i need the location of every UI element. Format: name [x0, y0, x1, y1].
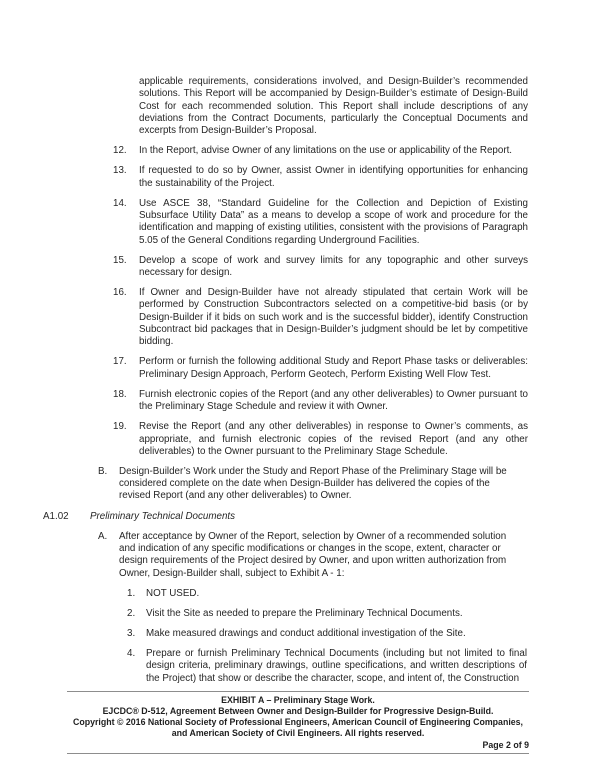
list-item-number: 12.: [113, 145, 127, 157]
list-item-17: [113, 356, 600, 381]
page-footer: [67, 691, 529, 754]
list-item-number: 16.: [113, 287, 127, 299]
section-b: [98, 466, 600, 503]
list-item-text: Develop a scope of work and survey limits for any topographic and other surveys necessary for design.: [139, 254, 528, 279]
list-item-19: [113, 421, 600, 458]
article-number: A1.02: [43, 510, 69, 522]
section-letter: A.: [98, 530, 108, 542]
list-item-12: [113, 145, 600, 157]
list-item-text: If Owner and Design-Builder have not already stipulated that certain Work will be performed by Construction Subcontractors selected on a competitive-bid basis (or by Design-Builder if it bids on such work and is the successful bidder), identify Construction Subcontract bid packages that in Design-Builder’s judgment should be let by competitive bidding.: [139, 287, 528, 348]
list-item-text: If requested to do so by Owner, assist Owner in identifying opportunities for enhancing the sustainability of the Project.: [139, 165, 528, 189]
footer-copyright-line-2: and American Society of Civil Engineers. All rights reserved.: [171, 728, 425, 738]
list-item-number: 18.: [113, 388, 127, 400]
sub-list-item-4: [127, 648, 600, 685]
sub-item-text: Prepare or furnish Preliminary Technical Documents (including but not limited to final design criteria, preliminary drawings, outline specifications, and written descriptions of the Project) that show or describe the character, scope, and intent of, the Construction: [146, 647, 527, 684]
list-item-number: 14.: [113, 197, 127, 209]
document-body: [0, 76, 600, 690]
sub-list-item-1: [127, 588, 600, 600]
article-heading-a1-02: [43, 511, 600, 523]
list-item-text: In the Report, advise Owner of any limitations on the use or applicability of the Report.: [139, 145, 513, 157]
sub-item-number: 2.: [127, 607, 136, 619]
sub-item-number: 1.: [127, 587, 136, 599]
sub-item-number: 4.: [127, 647, 136, 659]
section-letter: B.: [98, 465, 108, 477]
sub-item-text: Make measured drawings and conduct additional investigation of the Site.: [146, 627, 466, 639]
list-item-16: [113, 287, 600, 348]
sub-list-item-2: [127, 608, 600, 620]
list-item-14: [113, 198, 600, 247]
sub-item-text: Visit the Site as needed to prepare the Preliminary Technical Documents.: [146, 607, 463, 619]
list-item-text: Revise the Report (and any other deliverables) in response to Owner’s comments, as appropriate, and furnish electronic copies of the revised Report (and any other deliverables) to the Owner pursuant to the Preliminary Stage Schedule.: [139, 421, 528, 457]
list-item-number: 19.: [113, 421, 127, 433]
sub-item-number: 3.: [127, 627, 136, 639]
list-item-13: [113, 165, 600, 190]
sub-list-item-3: [127, 628, 600, 640]
page-number: Page 2 of 9: [67, 740, 529, 754]
article-title: Preliminary Technical Documents: [90, 510, 236, 522]
sub-item-text: NOT USED.: [146, 587, 200, 599]
footer-agreement-line: EJCDC® D-512, Agreement Between Owner and Design-Builder for Progressive Design-Build.: [102, 706, 494, 716]
list-item-18: [113, 389, 600, 414]
section-text: Design-Builder’s Work under the Study and Report Phase of the Preliminary Stage will be considered complete on the date when Design-Builder has delivered the copies of the revised Report (and any other deliverables) to Owner.: [119, 465, 507, 502]
list-item-number: 13.: [113, 165, 127, 177]
section-text: After acceptance by Owner of the Report, selection by Owner of a recommended solution and indication of any specific modifications or changes in the scope, extent, character or design requirements of the Project desired by Owner, and upon written authorization from Owner, Design-Builder shall, subject to Exhibit A - 1:: [119, 530, 507, 579]
footer-exhibit-line: EXHIBIT A – Preliminary Stage Work.: [221, 695, 375, 705]
list-item-number: 17.: [113, 356, 127, 368]
list-item-text: Perform or furnish the following additional Study and Report Phase tasks or deliverables: Preliminary Design Approach, Perform Geotech, Perform Existing Well Flow Test.: [139, 356, 528, 380]
list-item-15: [113, 255, 600, 280]
list-item-number: 15.: [113, 254, 127, 266]
list-item-text: Furnish electronic copies of the Report (and any other deliverables) to Owner pursuant to the Preliminary Stage Schedule and review it with Owner.: [139, 388, 528, 413]
continuation-paragraph: applicable requirements, considerations involved, and Design-Builder’s recommended solutions. This Report will be accompanied by Design-Builder’s estimate of Design-Build Cost for each recommended solution. This Report shall include descriptions of any deviations from the Contract Documents, particularly the Conceptual Documents and excerpts from Design-Builder’s Proposal.: [139, 76, 528, 137]
footer-copyright-line-1: Copyright © 2016 National Society of Professional Engineers, American Council of Engineering Companies,: [72, 717, 523, 727]
list-item-text: Use ASCE 38, “Standard Guideline for the Collection and Depiction of Existing Subsurface Utility Data” as a means to develop a scope of work and procedure for the identification and mapping of existing utilities, consistent with the provisions of Paragraph 5.05 of the General Conditions regarding Underground Facilities.: [139, 197, 528, 246]
section-a: [98, 531, 600, 580]
